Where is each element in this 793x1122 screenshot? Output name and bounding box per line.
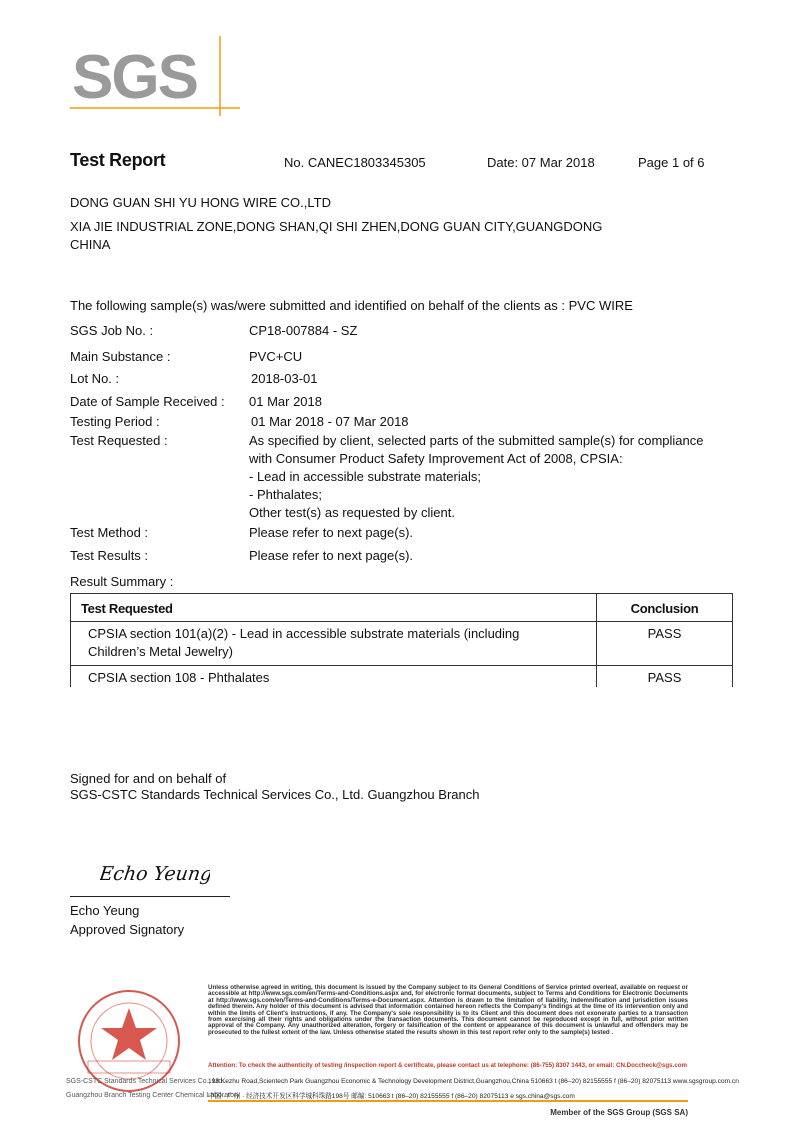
testing-period-value: 01 Mar 2018 - 07 Mar 2018 (251, 414, 409, 429)
legal-disclaimer: Unless otherwise agreed in writing, this document is issued by the Company subject to its General Conditions of Service printed overleaf, available on request or accessible at http://www.sgs.com/en/Terms-and-Conditions.aspx and, for electronic format documents, subject to Terms and Conditions for Electronic Documents at http://www.sgs.com/en/Terms-and-Conditions/Terms-e-Document.aspx. Attention is drawn to the limitation of liability, indemnification and jurisdiction issues defined therein. Any holder of this document is advised that information contained hereon reflects the Company's findings at the time of its intervention only and within the limits of Client's instructions, if any. The Company's sole responsibility is to its Client and this document does not exonerate parties to a transaction from exercising all their rights and obligations under the transaction documents. This document cannot be reproduced except in full, without prior written approval of the Company. Any unauthorized alteration, forgery or falsification of the content or appearance of this document is unlawful and offenders may be prosecuted to the fullest extent of the law. Unless otherwise stated the results shown in this test report refer only to the sample(s) tested . (208, 984, 688, 1036)
test-method-value: Please refer to next page(s). (249, 525, 414, 540)
page-indicator: Page 1 of 6 (638, 155, 705, 170)
signatory-role: Approved Signatory (70, 922, 185, 937)
test-requested-line: - Lead in accessible substrate materials; (249, 469, 481, 484)
sgs-logo (70, 36, 242, 118)
date-received-label: Date of Sample Received : (70, 394, 225, 409)
result-summary-label: Result Summary : (70, 574, 174, 589)
report-number: No. CANEC1803345305 (284, 155, 426, 170)
test-cell-line: Children’s Metal Jewelry) (88, 644, 233, 659)
address-english: 198 Kezhu Road,Scientech Park Guangzhou Economic & Technology Development District,Guangzhou,China 510663 t (86–20) 82155555 f (86–20) 82075113 www.sgsgroup.com.cn (208, 1078, 739, 1085)
client-address-line1: XIA JIE INDUSTRIAL ZONE,DONG SHAN,QI SHI ZHEN,DONG GUAN CITY,GUANGDONG (70, 219, 603, 234)
sgs-group-membership: Member of the SGS Group (SGS SA) (550, 1108, 688, 1117)
address-chinese: 中国 · 广州 · 经济技术开发区科学城科珠路198号 邮编: 510663 t (86–20) 82155555 f (86–20) 82075113 e sgs.china@sgs.com (208, 1093, 575, 1100)
table-header-row (71, 594, 733, 622)
column-header-test: Test Requested (71, 594, 597, 622)
signature-scribble: Echo Yeung (100, 862, 210, 885)
test-requested-value (249, 432, 704, 522)
signing-company: SGS-CSTC Standards Technical Services Co., Ltd. Guangzhou Branch (70, 787, 480, 802)
stamp-star-icon (101, 1008, 157, 1060)
job-no-label: SGS Job No. : (70, 323, 154, 338)
lot-no-label: Lot No. : (70, 371, 120, 386)
test-requested-line: - Phthalates; (249, 487, 322, 502)
client-address-line2: CHINA (70, 237, 111, 252)
test-requested-line: with Consumer Product Safety Improvement Act of 2008, CPSIA: (249, 451, 623, 466)
test-cell-line: CPSIA section 101(a)(2) - Lead in accessible substrate materials (including (88, 626, 520, 641)
sgs-logo-text: SGS (72, 43, 197, 112)
signed-on-behalf: Signed for and on behalf of (70, 771, 227, 786)
client-name: DONG GUAN SHI YU HONG WIRE CO.,LTD (70, 195, 331, 210)
signature-line (70, 896, 230, 897)
table-row (71, 622, 733, 666)
report-date: Date: 07 Mar 2018 (487, 155, 595, 170)
testing-period-label: Testing Period : (70, 414, 160, 429)
table-row (71, 666, 733, 688)
test-requested-line: As specified by client, selected parts of the submitted sample(s) for compliance (249, 433, 704, 448)
authenticity-notice: Attention: To check the authenticity of testing /inspection report & certificate, please contact us at telephone: (86-755) 8307 1443, or email: CN.Doccheck@sgs.com (208, 1062, 688, 1069)
stamp-text-line2: Guangzhou Branch Testing Center Chemical Laboratory (66, 1092, 240, 1099)
test-method-label: Test Method : (70, 525, 149, 540)
footer-divider (208, 1100, 688, 1102)
main-substance-value: PVC+CU (249, 349, 303, 364)
test-cell (71, 622, 597, 666)
handwritten-signature (100, 856, 210, 897)
conclusion-cell: PASS (597, 622, 733, 666)
test-cell: CPSIA section 108 - Phthalates (71, 666, 597, 688)
sample-intro: The following sample(s) was/were submitted and identified on behalf of the clients as : PVC WIRE (70, 298, 633, 313)
stamp-text-line1: SGS-CSTC Standards Technical Services Co., Ltd. (66, 1078, 225, 1085)
conclusion-cell: PASS (597, 666, 733, 688)
report-title: Test Report (70, 150, 166, 170)
main-substance-label: Main Substance : (70, 349, 171, 364)
test-requested-label: Test Requested : (70, 433, 168, 448)
test-results-value: Please refer to next page(s). (249, 548, 414, 563)
date-received-value: 01 Mar 2018 (249, 394, 322, 409)
column-header-conclusion: Conclusion (597, 594, 733, 622)
test-results-label: Test Results : (70, 548, 149, 563)
test-requested-line: Other test(s) as requested by client. (249, 505, 455, 520)
job-no-value: CP18-007884 - SZ (249, 323, 358, 338)
result-summary-table (70, 593, 733, 687)
lot-no-value: 2018-03-01 (251, 371, 318, 386)
signatory-name: Echo Yeung (70, 903, 140, 918)
